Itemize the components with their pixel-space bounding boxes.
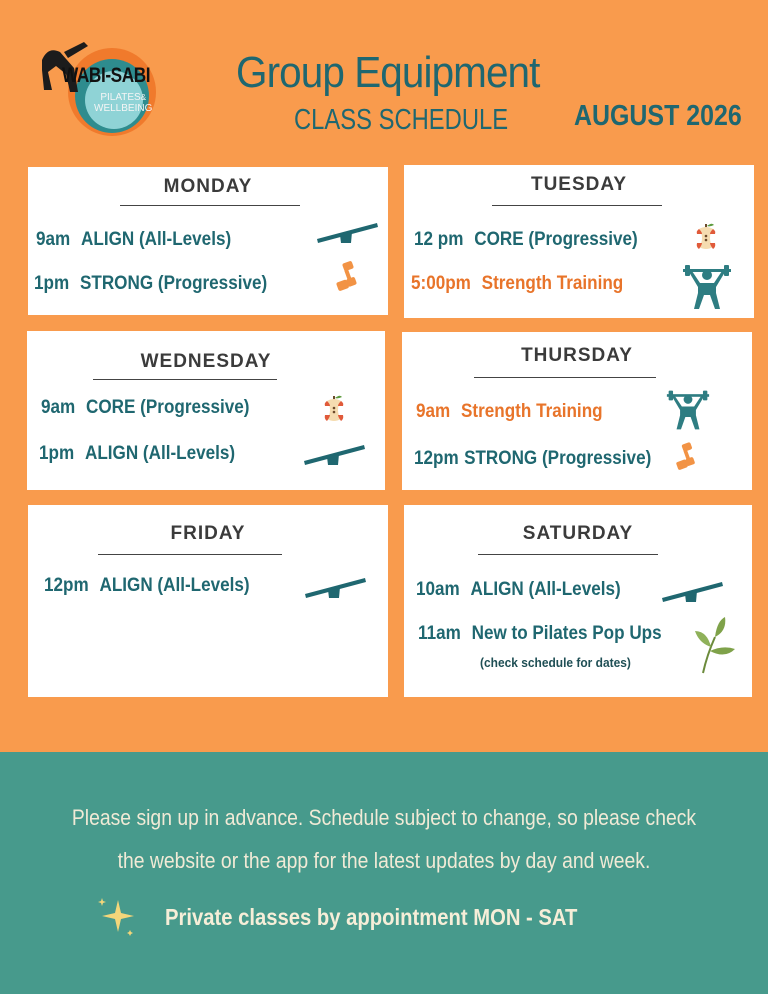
seesaw-icon (315, 219, 379, 245)
class-entry: 11am New to Pilates Pop Ups (418, 623, 662, 644)
class-note: (check schedule for dates) (480, 655, 631, 670)
dumbbell-icon (674, 442, 698, 474)
apple-core-icon (693, 221, 719, 253)
divider (98, 554, 282, 555)
day-heading: FRIDAY (170, 523, 246, 544)
class-entry: 10am ALIGN (All-Levels) (416, 579, 621, 600)
class-entry: 12pm STRONG (Progressive) (414, 448, 652, 469)
day-heading: WEDNESDAY (140, 351, 272, 372)
day-card-friday (28, 505, 388, 697)
seesaw-icon (302, 441, 366, 467)
footer-banner (0, 752, 768, 994)
class-entry: 1pm ALIGN (All-Levels) (39, 443, 236, 464)
class-entry: 12 pm CORE (Progressive) (414, 229, 638, 250)
day-card-saturday (404, 505, 752, 697)
private-classes-text: Private classes by appointment MON - SAT (165, 904, 578, 930)
day-heading: MONDAY (163, 176, 253, 197)
class-entry: 12pm ALIGN (All-Levels) (44, 575, 250, 596)
schedule-month: AUGUST 2026 (574, 100, 742, 132)
logo-wordmark: WABI-SABI (62, 64, 151, 87)
wabi-sabi-logo (34, 38, 174, 138)
weightlifter-icon (666, 388, 710, 432)
class-entry: 1pm STRONG (Progressive) (34, 273, 268, 294)
day-card-wednesday (27, 331, 385, 490)
class-entry: 9am ALIGN (All-Levels) (36, 229, 232, 250)
day-heading: SATURDAY (522, 523, 634, 544)
sparkle-icon (94, 894, 138, 938)
day-card-tuesday (404, 165, 754, 318)
weightlifter-icon (682, 263, 732, 311)
logo-tagline: PILATES& WELLBEING (94, 92, 153, 114)
class-entry: 9am Strength Training (416, 401, 603, 422)
class-entry: 5:00pm Strength Training (411, 273, 624, 294)
footer-notice-line-2: the website or the app for the latest updates by day and week. (117, 848, 651, 873)
page-subtitle: CLASS SCHEDULE (294, 104, 509, 136)
day-card-thursday (402, 332, 752, 490)
class-entry: 9am CORE (Progressive) (41, 397, 250, 418)
divider (474, 377, 656, 378)
divider (120, 205, 300, 206)
divider (492, 205, 662, 206)
day-heading: TUESDAY (530, 174, 628, 195)
apple-core-icon (321, 393, 347, 425)
day-card-monday (28, 167, 388, 315)
page-title: Group Equipment (236, 48, 540, 97)
seesaw-icon (660, 578, 724, 604)
divider (478, 554, 658, 555)
footer-notice-line-1: Please sign up in advance. Schedule subject to change, so please check (71, 805, 697, 830)
day-heading: THURSDAY (521, 345, 633, 366)
divider (93, 379, 277, 380)
leaf-icon (693, 615, 737, 675)
dumbbell-icon (334, 261, 360, 295)
seesaw-icon (303, 574, 367, 600)
